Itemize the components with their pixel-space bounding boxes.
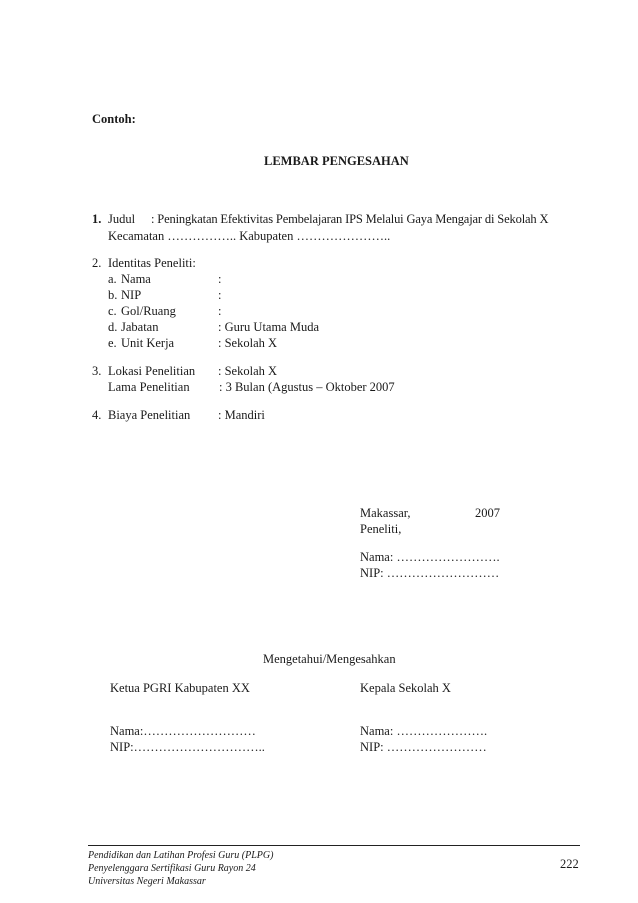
field-value-jabatan: : Guru Utama Muda xyxy=(218,320,320,334)
field-label-gol-ruang: Gol/Ruang xyxy=(121,304,176,318)
field-label-unit-kerja: Unit Kerja xyxy=(121,336,175,350)
field-key: e. xyxy=(108,336,117,350)
biaya-label: Biaya Penelitian xyxy=(108,408,191,422)
lama-label: Lama Penelitian xyxy=(108,380,190,394)
right-signatory-nama: Nama: …………………. xyxy=(360,724,488,738)
identitas-label: Identitas Peneliti: xyxy=(108,256,196,270)
field-label-nip: NIP xyxy=(121,288,142,302)
judul-value: : Peningkatan Efektivitas Pembelajaran IPS Melalui Gaya Mengajar di Sekolah X xyxy=(151,212,549,226)
field-key: c. xyxy=(108,304,117,318)
lokasi-label: Lokasi Penelitian xyxy=(108,364,196,378)
signature-role: Peneliti, xyxy=(360,522,402,536)
example-label: Contoh: xyxy=(92,112,136,126)
field-value-unit-kerja: : Sekolah X xyxy=(218,336,278,350)
signature-nama: Nama: ……………………. xyxy=(360,550,500,564)
item-1-number: 1. xyxy=(92,212,102,226)
signature-nip: NIP: ……………………… xyxy=(360,566,500,580)
item-4-number: 4. xyxy=(92,408,102,422)
left-signatory-nip: NIP:………………………….. xyxy=(110,740,265,754)
field-key: d. xyxy=(108,320,118,334)
biaya-value: : Mandiri xyxy=(218,408,265,422)
item-3-number: 3. xyxy=(92,364,102,378)
field-label-nama: Nama xyxy=(121,272,151,286)
field-value-nip: : xyxy=(218,288,222,302)
page-title: LEMBAR PENGESAHAN xyxy=(264,154,409,168)
field-value-gol-ruang: : xyxy=(218,304,222,318)
field-key: b. xyxy=(108,288,118,302)
footer-line-2: Penyelenggara Sertifikasi Guru Rayon 24 xyxy=(88,863,256,874)
lokasi-value: : Sekolah X xyxy=(218,364,278,378)
lama-value: : 3 Bulan (Agustus – Oktober 2007 xyxy=(219,380,395,394)
footer-divider xyxy=(88,845,580,846)
judul-label: Judul xyxy=(108,212,136,226)
judul-value-line-2: Kecamatan …………….. Kabupaten ………………….. xyxy=(108,229,391,243)
field-label-jabatan: Jabatan xyxy=(121,320,159,334)
signature-city: Makassar, xyxy=(360,506,411,520)
footer-line-1: Pendidikan dan Latihan Profesi Guru (PLPG) xyxy=(88,850,274,861)
field-key: a. xyxy=(108,272,117,286)
left-signatory-nama: Nama:……………………… xyxy=(110,724,256,738)
footer-line-3: Universitas Negeri Makassar xyxy=(88,876,206,887)
field-value-nama: : xyxy=(218,272,222,286)
right-signatory-nip: NIP: …………………… xyxy=(360,740,487,754)
item-2-number: 2. xyxy=(92,256,102,270)
left-signatory-title: Ketua PGRI Kabupaten XX xyxy=(110,681,250,695)
page-number: 222 xyxy=(560,857,579,871)
approval-heading: Mengetahui/Mengesahkan xyxy=(263,652,396,666)
right-signatory-title: Kepala Sekolah X xyxy=(360,681,451,695)
signature-year: 2007 xyxy=(475,506,500,520)
